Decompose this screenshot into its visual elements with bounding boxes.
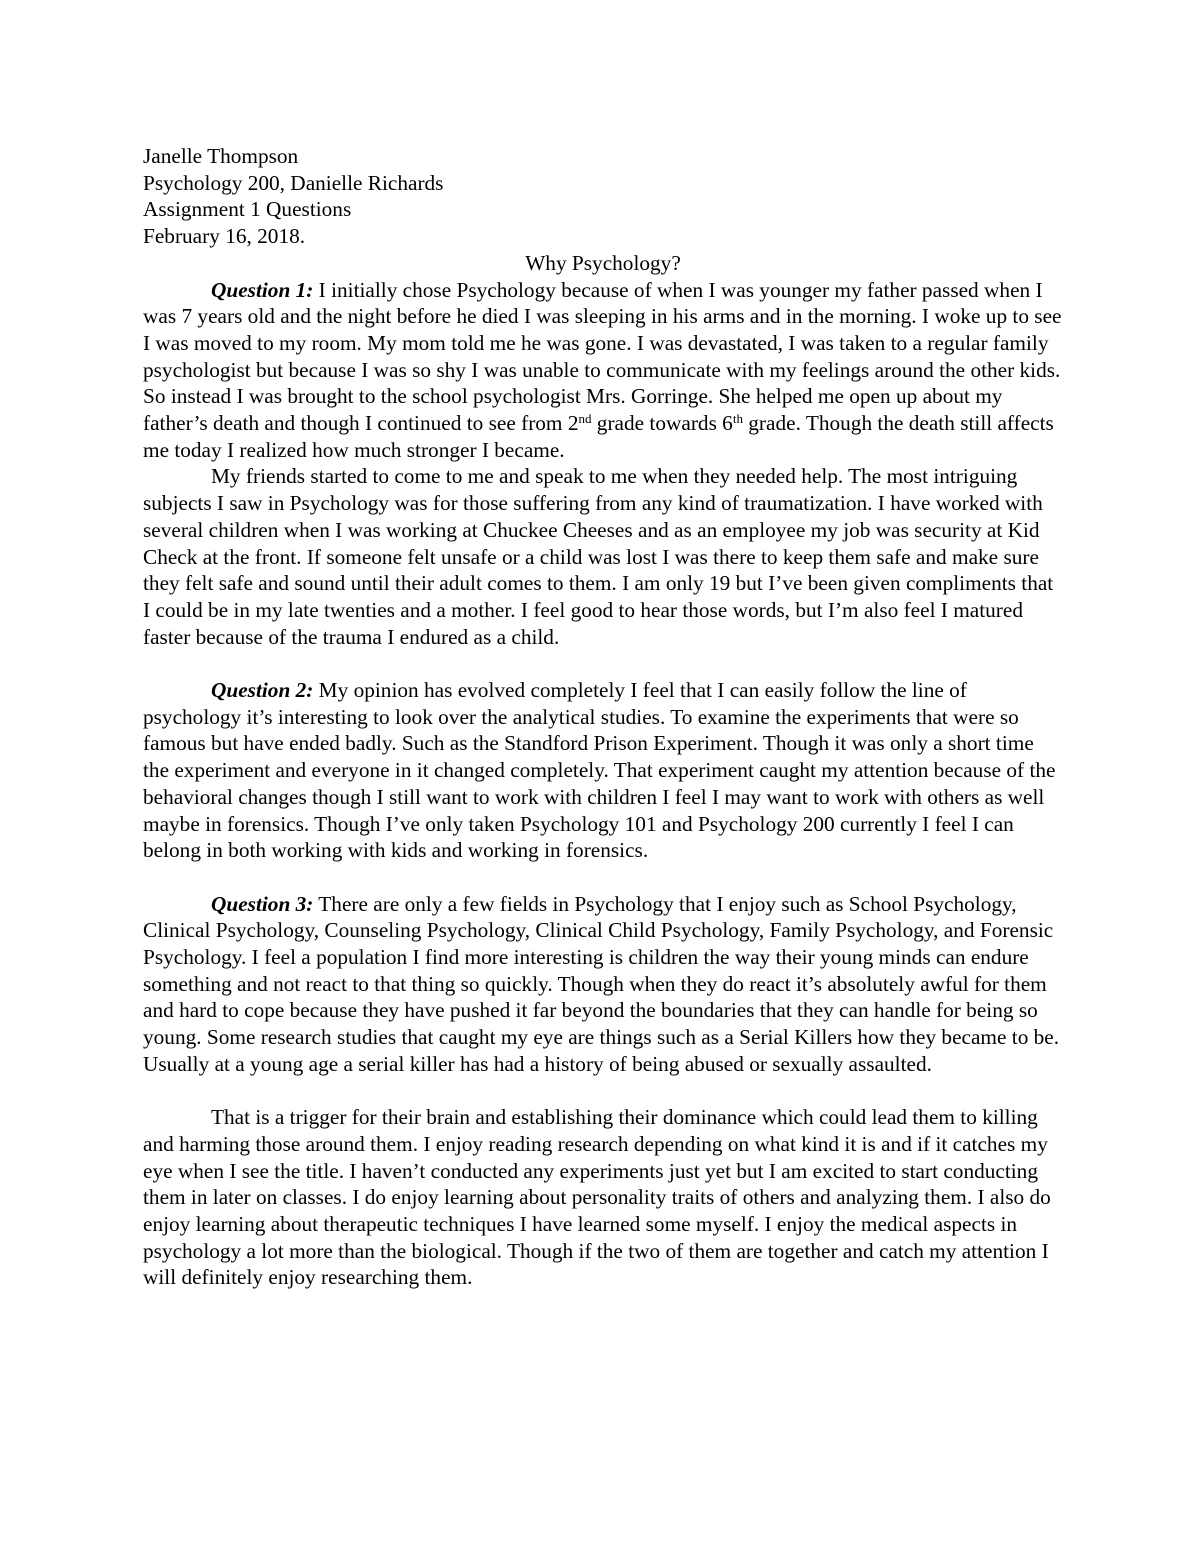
question-1-text-part1: I initially chose Psychology because of when I was younger my father passed when I was 7 years old and the night before he died I was sleeping in his arms and in the morning. I woke up to see I was moved to my room. My mom told me he was gone. I was devastated, I was taken to a regular family psychologist but because I was so shy I was unable to communicate with my feelings around the other kids. So instead I was brought to the school psychologist Mrs. Gorringe. She helped me open up about my father’s death and though I continued to see from 2	[143, 277, 1062, 436]
question-3-text: There are only a few fields in Psychology that I enjoy such as School Psychology, Clinical Psychology, Counseling Psychology, Clinical Child Psychology, Family Psychology, and Forensic Psychology. I feel a population I find more interesting is children the way their young minds can endure something and not react to that thing so quickly. Though when they do react it’s absolutely awful for them and hard to cope because they have pushed it far beyond the boundaries that they can handle for being so young. Some research studies that caught my eye are things such as a Serial Killers how they became to be. Usually at a young age a serial killer has had a history of being abused or sexually assaulted.	[143, 891, 1060, 1076]
question-3-label: Question 3:	[211, 891, 314, 916]
essay-title: Why Psychology?	[525, 250, 681, 275]
question-2-paragraph	[143, 677, 1063, 864]
question-1-text-part3: grade. Though the death still affects me today I realized how much stronger I became.	[143, 411, 1054, 462]
question-1-paragraph	[143, 277, 1063, 464]
ordinal-suffix-nd: nd	[578, 411, 592, 427]
assignment-title: Assignment 1 Questions	[143, 197, 352, 222]
question-3-paragraph	[143, 891, 1063, 1078]
question-1-text-part2: grade towards 6	[591, 411, 733, 436]
question-3-continuation: That is a trigger for their brain and establishing their dominance which could lead them to killing and harming those around them. I enjoy reading research depending on what kind it is and if it catches my eye when I see the title. I haven’t conducted any experiments just yet but I am excited to start conducting them in later on classes. I do enjoy learning about personality traits of others and analyzing them. I also do enjoy learning about therapeutic techniques I have learned some myself. I enjoy the medical aspects in psychology a lot more than the biological. Though if the two of them are together and catch my attention I will definitely enjoy researching them.	[143, 1105, 1051, 1290]
author-name: Janelle Thompson	[143, 144, 299, 168]
question-2-label: Question 2:	[211, 678, 314, 703]
course-info: Psychology 200, Danielle Richards	[143, 170, 444, 195]
ordinal-suffix-th: th	[732, 411, 743, 427]
document-date: February 16, 2018.	[143, 224, 306, 249]
question-1-continuation: My friends started to come to me and speak to me when they needed help. The most intriguing subjects I saw in Psychology was for those suffering from any kind of traumatization. I have worked with several children when I was working at Chuckee Cheeses and as an employee my job was security at Kid Check at the front. If someone felt unsafe or a child was lost I was there to keep them safe and make sure they felt safe and sound until their adult comes to them. I am only 19 but I’ve been given compliments that I could be in my late twenties and a mother. I feel good to hear those words, but I’m also feel I matured faster because of the trauma I endured as a child.	[143, 464, 1054, 649]
document-page	[143, 143, 1063, 1291]
question-2-text: My opinion has evolved completely I feel that I can easily follow the line of psychology it’s interesting to look over the analytical studies. To examine the experiments that were so famous but have ended badly. Such as the Standford Prison Experiment. Though it was only a short time the experiment and everyone in it changed completely. That experiment caught my attention because of the behavioral changes though I still want to work with children I feel I may want to work with others as well maybe in forensics. Though I’ve only taken Psychology 101 and Psychology 200 currently I feel I can belong in both working with kids and working in forensics.	[143, 678, 1056, 863]
question-1-label: Question 1:	[211, 277, 314, 302]
